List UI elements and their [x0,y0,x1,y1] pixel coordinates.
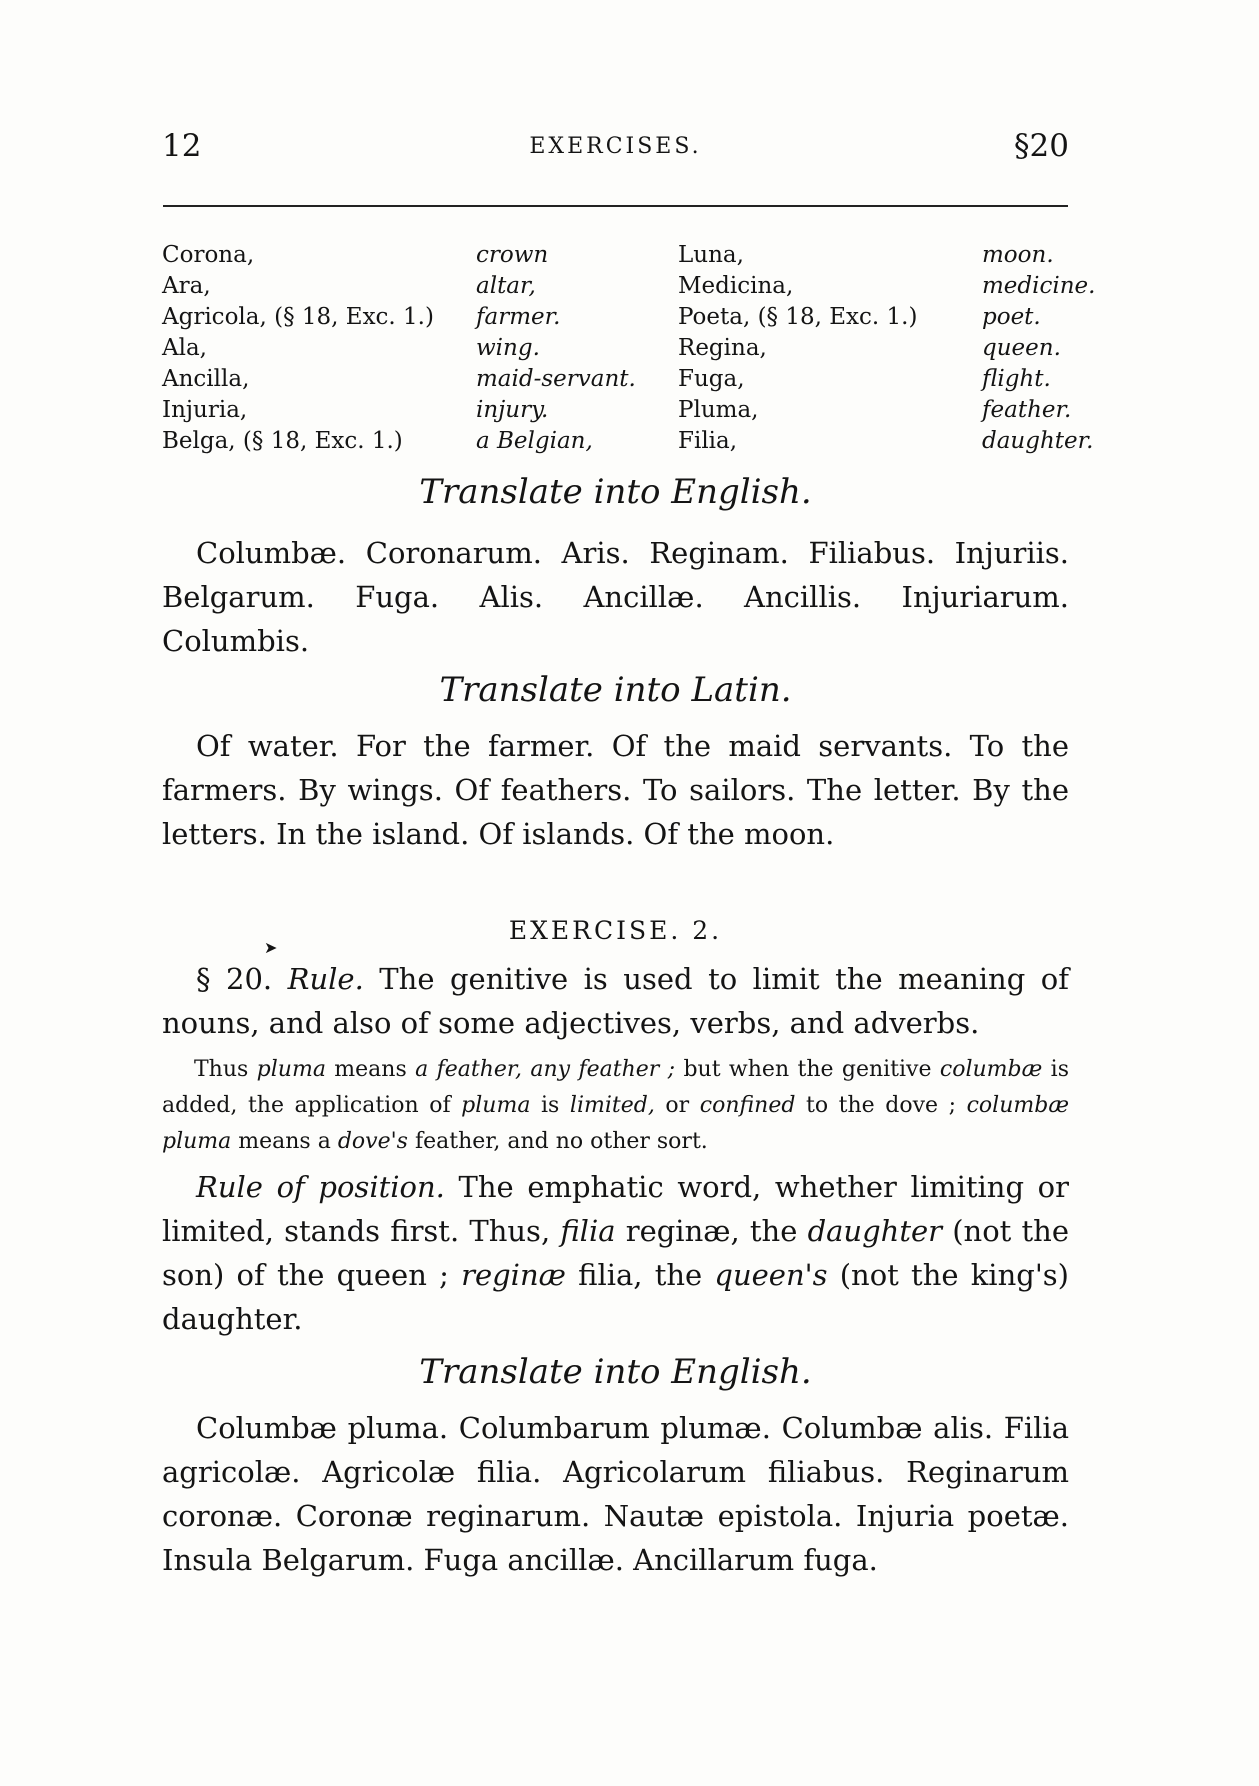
english-meaning: injury. [476,397,549,423]
section-reference: §20 [1014,128,1069,164]
vocabulary-row [162,395,1072,426]
rule-label: Rule. [287,962,364,996]
vocabulary-row [162,333,1072,364]
english-meaning: poet. [982,304,1041,330]
vocabulary-row [162,271,1096,302]
example-text: feather, and no other sort. [407,1129,708,1154]
example-text: to the dove ; [795,1093,967,1118]
position-rule [162,1165,1069,1341]
rule-section: § 20. [196,962,273,996]
latin-word: Regina, [678,335,767,361]
page-number: 12 [162,128,202,164]
example-text: or [654,1093,700,1118]
latin-word: Pluma, [678,397,759,423]
position-rule-italic: filia [560,1214,616,1248]
example-italic: dove's [337,1129,408,1154]
vocabulary-row [162,240,1072,271]
position-rule-text: (not the king's) daughter. [162,1258,1069,1336]
latin-word: Ara, [162,273,211,299]
latin-word: Poeta, (§ 18, Exc. 1.) [678,304,918,330]
exercise-heading: EXERCISE. 2. [508,916,723,945]
position-rule-text: (not the son) of the queen ; [162,1214,1069,1292]
genitive-rule [162,957,1069,1045]
latin-word: Ala, [162,335,207,361]
vocabulary-table [162,240,1096,457]
position-rule-italic: daughter [807,1214,943,1248]
english-meaning: a Belgian, [476,428,593,454]
english-meaning: queen. [982,335,1061,361]
latin-word: Luna, [678,242,744,268]
heading-translate-english: Translate into English. [419,472,812,512]
english-meaning: crown [476,242,549,268]
latin-word: Ancilla, [162,366,250,392]
english-meaning: feather. [982,397,1072,423]
example-italic: confined [699,1093,796,1118]
english-meaning: altar, [476,273,536,299]
exercise-latin-to-english: Columbæ. Coronarum. Aris. Reginam. Filiabus. Injuriis. Belgarum. Fuga. Alis. Ancillæ. Ancillis. Injuriarum. Columbis. [162,536,1069,658]
english-meaning: medicine. [982,273,1096,299]
vocabulary-row [162,364,1072,395]
example-italic: pluma [461,1093,531,1118]
page-header [162,128,1069,178]
english-meaning: daughter. [982,428,1094,454]
exercise-genitive-translation: Columbæ pluma. Columbarum plumæ. Columbæ alis. Filia agricolæ. Agricolæ filia. Agricolarum filiabus. Reginarum coronæ. Coronæ reginarum. Nautæ epistola. Injuria poetæ. Insula Belgarum. Fuga ancillæ. Ancillarum fuga. [162,1411,1069,1577]
english-meaning: flight. [982,366,1051,392]
latin-word: Fuga, [678,366,745,392]
example-text: means [325,1057,416,1082]
heading-translate-english-2: Translate into English. [419,1352,812,1392]
genitive-example [162,1052,1069,1160]
latin-word: Injuria, [162,397,248,423]
rule-text: The genitive is used to limit the meaning of nouns, and also of some adjectives, verbs, and adverbs. [162,962,1069,1040]
position-rule-italic: reginæ [461,1258,566,1292]
latin-word: Corona, [162,242,255,268]
exercise-english-to-latin: Of water. For the farmer. Of the maid servants. To the farmers. By wings. Of feathers. To sailors. The letter. By the letters. In the island. Of islands. Of the moon. [162,729,1069,851]
example-italic: columbæ [939,1057,1043,1082]
heading-translate-latin: Translate into Latin. [439,670,792,710]
latin-word: Agricola, (§ 18, Exc. 1.) [162,304,434,330]
position-rule-italic: queen's [714,1258,828,1292]
vocabulary-row [162,302,1072,333]
position-rule-text: The emphatic word, whether limiting or limited, stands first. Thus, [162,1170,1069,1248]
example-text: is added, the application of [162,1057,1069,1118]
example-italic: a feather, any feather ; [415,1057,676,1082]
latin-word: Filia, [678,428,738,454]
english-meaning: farmer. [476,304,561,330]
example-text: Thus [194,1057,257,1082]
position-rule-label: Rule of position. [196,1170,445,1204]
example-text: but when the genitive [675,1057,940,1082]
english-meaning: moon. [982,242,1054,268]
english-meaning: maid-servant. [476,366,636,392]
example-italic: limited, [569,1093,655,1118]
running-title: EXERCISES. [529,134,702,159]
english-meaning: wing. [476,335,540,361]
example-text: is [530,1093,570,1118]
latin-word: Medicina, [678,273,794,299]
pointer-mark: ➤ [264,938,278,957]
example-italic: columbæ pluma [162,1093,1070,1154]
position-rule-text: reginæ, the [615,1214,808,1248]
position-rule-text: filia, the [565,1258,715,1292]
latin-word: Belga, (§ 18, Exc. 1.) [162,428,403,454]
vocabulary-row [162,426,1094,457]
example-text: means a [231,1129,338,1154]
header-rule [163,205,1068,207]
example-italic: pluma [256,1057,326,1082]
